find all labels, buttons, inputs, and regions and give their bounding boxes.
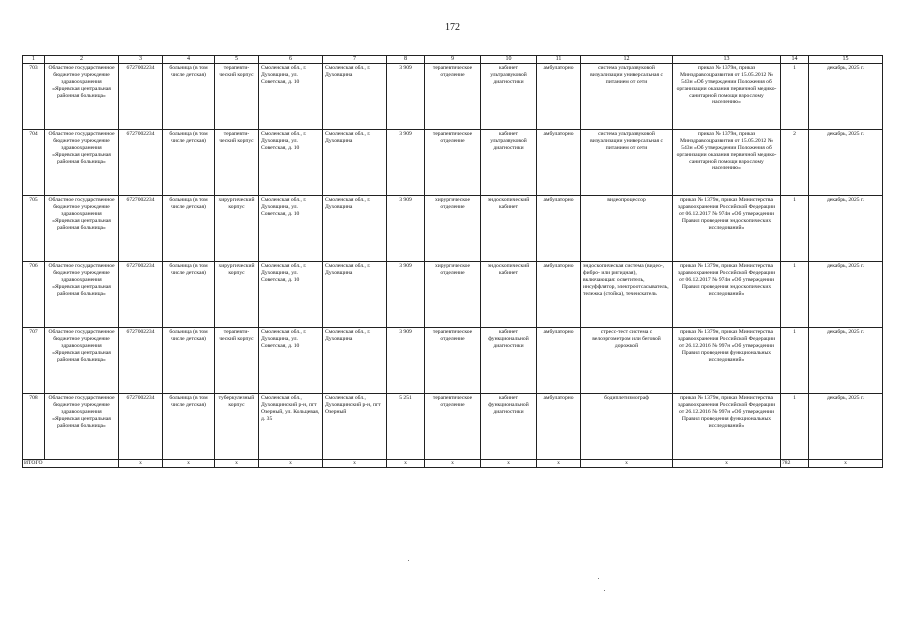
organization-name: Областное государственное бюджетное учреждение здравоохранения «Ярцевская центральная районная больница» bbox=[45, 130, 119, 196]
column-number: 6 bbox=[259, 56, 323, 64]
facility-address: Смоленская обл., г. Духовщина, ул. Советская, д. 10 bbox=[259, 328, 323, 394]
inn-code: 6727002234 bbox=[119, 64, 163, 130]
column-number: 13 bbox=[673, 56, 781, 64]
page-number: 172 bbox=[445, 22, 460, 33]
settlement-name: Смоленская обл., г. Духовщина bbox=[323, 130, 387, 196]
care-mode: амбулаторно bbox=[537, 328, 581, 394]
inn-code: 6727002234 bbox=[119, 328, 163, 394]
equipment-register-table bbox=[22, 55, 883, 468]
row-number: 706 bbox=[23, 262, 45, 328]
department-name: терапевтическое отделение bbox=[425, 64, 481, 130]
regulatory-basis: приказ № 1379н, приказ Министерства здравоохранения Российской Федерации от 06.12.2017 № 974н «Об утверждении Правил проведения эндоскопических исследований» bbox=[673, 262, 781, 328]
total-x-mark: х bbox=[809, 460, 883, 468]
room-name: эндоскопический кабинет bbox=[481, 196, 537, 262]
settlement-name: Смоленская обл., Духовщинский р-н, пгт Озерный bbox=[323, 394, 387, 460]
department-name: терапевтическое отделение bbox=[425, 130, 481, 196]
settlement-name: Смоленская обл., г. Духовщина bbox=[323, 196, 387, 262]
total-x-mark: х bbox=[481, 460, 537, 468]
inn-code: 6727002234 bbox=[119, 196, 163, 262]
population-count: 3 909 bbox=[387, 130, 425, 196]
room-name: кабинет функциональной диагностики bbox=[481, 328, 537, 394]
column-number: 9 bbox=[425, 56, 481, 64]
table-row bbox=[23, 196, 883, 262]
equipment-name: эндоскопическая система (видео-, фибро- или ригидная), включающая: осветитель, инсуффлятор, электроотсасыватель, тележка (стойка), течеискатель bbox=[581, 262, 673, 328]
settlement-name: Смоленская обл., г. Духовщина bbox=[323, 328, 387, 394]
organization-name: Областное государственное бюджетное учреждение здравоохранения «Ярцевская центральная районная больница» bbox=[45, 64, 119, 130]
total-label: ИТОГО bbox=[23, 460, 119, 468]
care-mode: амбулаторно bbox=[537, 394, 581, 460]
population-count: 3 909 bbox=[387, 262, 425, 328]
equipment-name: система ультразвуковой визуализации универсальная с питанием от сети bbox=[581, 130, 673, 196]
care-mode: амбулаторно bbox=[537, 262, 581, 328]
row-number: 707 bbox=[23, 328, 45, 394]
building-name: терапевти-ческий корпус bbox=[215, 328, 259, 394]
settlement-name: Смоленская обл., г. Духовщина bbox=[323, 64, 387, 130]
room-name: кабинет функциональной диагностики bbox=[481, 394, 537, 460]
facility-type: больница (в том числе детская) bbox=[163, 64, 215, 130]
row-number: 704 bbox=[23, 130, 45, 196]
deadline: декабрь, 2025 г. bbox=[809, 394, 883, 460]
population-count: 5 251 bbox=[387, 394, 425, 460]
table-row bbox=[23, 64, 883, 130]
total-x-mark: х bbox=[119, 460, 163, 468]
facility-address: Смоленская обл., г. Духовщина, ул. Советская, д. 10 bbox=[259, 130, 323, 196]
equipment-quantity: 1 bbox=[781, 328, 809, 394]
organization-name: Областное государственное бюджетное учреждение здравоохранения «Ярцевская центральная районная больница» bbox=[45, 196, 119, 262]
column-number: 11 bbox=[537, 56, 581, 64]
settlement-name: Смоленская обл., г. Духовщина bbox=[323, 262, 387, 328]
population-count: 3 909 bbox=[387, 328, 425, 394]
inn-code: 6727002234 bbox=[119, 262, 163, 328]
column-number: 8 bbox=[387, 56, 425, 64]
column-number: 4 bbox=[163, 56, 215, 64]
row-number: 703 bbox=[23, 64, 45, 130]
deadline: декабрь, 2025 г. bbox=[809, 196, 883, 262]
regulatory-basis: приказ № 1379н, приказ Министерства здравоохранения Российской Федерации от 26.12.2016 № 997н «Об утверждении Правил проведения функциональных исследований» bbox=[673, 328, 781, 394]
regulatory-basis: приказ № 1379н, приказ Министерства здравоохранения Российской Федерации от 06.12.2017 № 974н «Об утверждении Правил проведения эндоскопических исследований» bbox=[673, 196, 781, 262]
scan-speck bbox=[598, 578, 599, 579]
inn-code: 6727002234 bbox=[119, 130, 163, 196]
building-name: хирургический корпус bbox=[215, 196, 259, 262]
regulatory-basis: приказ № 1379н, приказ Министерства здравоохранения Российской Федерации от 26.12.2016 № 997н «Об утверждении Правил проведения функциональных исследований» bbox=[673, 394, 781, 460]
deadline: декабрь, 2025 г. bbox=[809, 262, 883, 328]
row-number: 708 bbox=[23, 394, 45, 460]
building-name: терапевти-ческий корпус bbox=[215, 64, 259, 130]
total-x-mark: х bbox=[163, 460, 215, 468]
column-number: 10 bbox=[481, 56, 537, 64]
organization-name: Областное государственное бюджетное учреждение здравоохранения «Ярцевская центральная районная больница» bbox=[45, 328, 119, 394]
total-x-mark: х bbox=[425, 460, 481, 468]
regulatory-basis: приказ № 1379н, приказ Минздравсоцразвития от 15.05.2012 № 543н «Об утверждении Положения об организации оказания первичной медико-санитарной помощи взрослому населению» bbox=[673, 130, 781, 196]
equipment-quantity: 2 bbox=[781, 130, 809, 196]
total-x-mark: х bbox=[537, 460, 581, 468]
deadline: декабрь, 2025 г. bbox=[809, 328, 883, 394]
regulatory-basis: приказ № 1379н, приказ Минздравсоцразвития от 15.05.2012 № 543н «Об утверждении Положения об организации оказания первичной медико-санитарной помощи взрослому населению» bbox=[673, 64, 781, 130]
facility-type: больница (в том числе детская) bbox=[163, 196, 215, 262]
building-name: туберкулезный корпус bbox=[215, 394, 259, 460]
facility-address: Смоленская обл., г. Духовщина, ул. Советская, д. 10 bbox=[259, 64, 323, 130]
deadline: декабрь, 2025 г. bbox=[809, 64, 883, 130]
column-number: 3 bbox=[119, 56, 163, 64]
building-name: хирургический корпус bbox=[215, 262, 259, 328]
care-mode: амбулаторно bbox=[537, 130, 581, 196]
total-quantity: 782 bbox=[781, 460, 809, 468]
column-number: 2 bbox=[45, 56, 119, 64]
total-x-mark: х bbox=[259, 460, 323, 468]
total-x-mark: х bbox=[581, 460, 673, 468]
building-name: терапевти-ческий корпус bbox=[215, 130, 259, 196]
department-name: терапевтическое отделение bbox=[425, 328, 481, 394]
care-mode: амбулаторно bbox=[537, 64, 581, 130]
total-x-mark: х bbox=[323, 460, 387, 468]
table-row bbox=[23, 394, 883, 460]
column-number: 14 bbox=[781, 56, 809, 64]
equipment-quantity: 1 bbox=[781, 64, 809, 130]
equipment-quantity: 1 bbox=[781, 196, 809, 262]
facility-address: Смоленская обл., г. Духовщина, ул. Советская, д. 10 bbox=[259, 196, 323, 262]
column-number-row bbox=[23, 56, 883, 64]
population-count: 3 909 bbox=[387, 196, 425, 262]
facility-type: больница (в том числе детская) bbox=[163, 130, 215, 196]
table-row bbox=[23, 130, 883, 196]
inn-code: 6727002234 bbox=[119, 394, 163, 460]
equipment-name: система ультразвуковой визуализации универсальная с питанием от сети bbox=[581, 64, 673, 130]
population-count: 3 909 bbox=[387, 64, 425, 130]
equipment-quantity: 1 bbox=[781, 262, 809, 328]
row-number: 705 bbox=[23, 196, 45, 262]
total-row bbox=[23, 460, 883, 468]
column-number: 1 bbox=[23, 56, 45, 64]
total-x-mark: х bbox=[387, 460, 425, 468]
column-number: 7 bbox=[323, 56, 387, 64]
scan-speck bbox=[408, 560, 409, 561]
total-x-mark: х bbox=[673, 460, 781, 468]
facility-type: больница (в том числе детская) bbox=[163, 262, 215, 328]
room-name: эндоскопический кабинет bbox=[481, 262, 537, 328]
column-number: 12 bbox=[581, 56, 673, 64]
care-mode: амбулаторно bbox=[537, 196, 581, 262]
organization-name: Областное государственное бюджетное учреждение здравоохранения «Ярцевская центральная районная больница» bbox=[45, 394, 119, 460]
equipment-name: стресс-тест система с велоэргометром или беговой дорожкой bbox=[581, 328, 673, 394]
column-number: 15 bbox=[809, 56, 883, 64]
column-number: 5 bbox=[215, 56, 259, 64]
facility-type: больница (в том числе детская) bbox=[163, 394, 215, 460]
table-row bbox=[23, 262, 883, 328]
department-name: хирургическое отделение bbox=[425, 262, 481, 328]
table-row bbox=[23, 328, 883, 394]
facility-type: больница (в том числе детская) bbox=[163, 328, 215, 394]
department-name: хирургическое отделение bbox=[425, 196, 481, 262]
equipment-quantity: 1 bbox=[781, 394, 809, 460]
deadline: декабрь, 2025 г. bbox=[809, 130, 883, 196]
organization-name: Областное государственное бюджетное учреждение здравоохранения «Ярцевская центральная районная больница» bbox=[45, 262, 119, 328]
equipment-name: бодиплетизмограф bbox=[581, 394, 673, 460]
total-x-mark: х bbox=[215, 460, 259, 468]
facility-address: Смоленская обл., г. Духовщина, ул. Советская, д. 10 bbox=[259, 262, 323, 328]
room-name: кабинет ультразвуковой диагностики bbox=[481, 64, 537, 130]
facility-address: Смоленская обл., Духовщинский р-н, пгт Озерный, ул. Кольцевая, д. 35 bbox=[259, 394, 323, 460]
scan-speck bbox=[604, 590, 605, 591]
department-name: терапевтическое отделение bbox=[425, 394, 481, 460]
room-name: кабинет ультразвуковой диагностики bbox=[481, 130, 537, 196]
equipment-name: видеопроцессор bbox=[581, 196, 673, 262]
